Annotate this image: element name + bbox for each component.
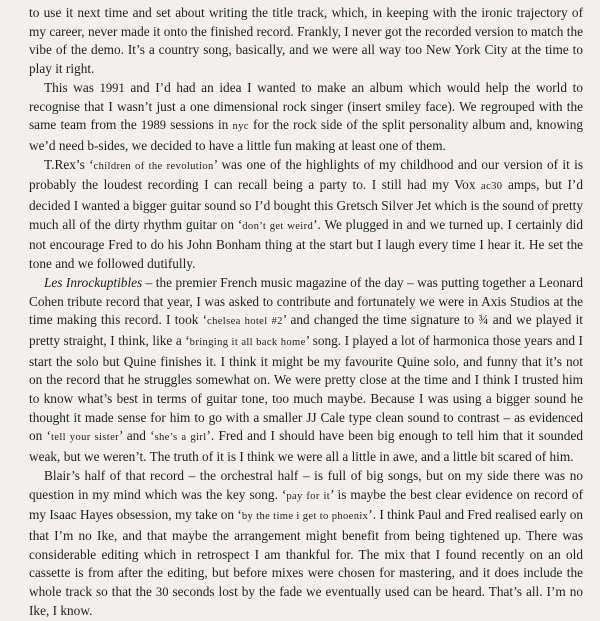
text-run: for the rock side of the split personality album and, knowing we’d need b-sides, we decided to have a little fun making at least one of them. xyxy=(29,117,583,153)
paragraph-2 xyxy=(29,79,583,156)
text-run: T.Rex’s ‘ xyxy=(44,156,94,172)
text-run: – the premier French music magazine of the day – was putting together a Leonard Cohen tribute record that year, I was asked to contribute and fortunately we were in Axis Studios at the time making this record. I took ‘ xyxy=(29,274,583,328)
text-run: ’ is maybe the best clear evidence on record of my Isaac Hayes obsession, my take on ‘ xyxy=(29,486,583,523)
small-caps-text: bringing it all back home xyxy=(189,336,306,348)
paragraph-1 xyxy=(29,4,583,79)
paragraph-3 xyxy=(29,156,583,274)
small-caps-text: children of the revolution xyxy=(93,160,214,172)
paragraph-4 xyxy=(29,274,583,467)
text-run: seconds lost by the fade we eventually used can be heard. That’s all. I’m no Ike, I know. xyxy=(29,584,583,618)
text-run: ’ song. I played a lot of harmonica those years and I start the solo but Quine finishes it. I think it might be my favourite Quine solo, and funny that it’s not on the record that he struggles somewhat on. We were pretty close at the time and I think I trusted him to know what’s best in terms of guitar tone, too much maybe. Because I was using a bigger sound he thought it made sense for him to go with a smaller JJ Cale type clean sound to contrast – as evidenced on ‘ xyxy=(29,332,583,444)
text-run: ’ and ‘ xyxy=(119,428,155,444)
oldstyle-number: 1991 xyxy=(99,80,125,95)
text-run: amps, but I’d decided I wanted a bigger guitar sound so I’d bought this Gretsch Silver Jet which is the sound of pretty much all of the dirty rhythm guitar on ‘ xyxy=(29,177,583,232)
text-run: sessions in xyxy=(166,117,233,133)
oldstyle-number: 1989 xyxy=(140,118,167,133)
paragraph-5 xyxy=(29,467,583,621)
small-caps-text: pay for it xyxy=(286,490,331,502)
small-caps-text: nyc xyxy=(232,121,249,133)
small-caps-text: by the time i get to phoenix xyxy=(241,511,369,523)
small-caps-text: she’s a girl xyxy=(154,432,207,444)
italic-title: Les Inrockuptibles xyxy=(44,274,143,290)
text-run: and I’d had an idea I wanted to make an album which would help the world to recognise that I wasn’t just a one dimensional rock singer (insert smiley face). We regrouped with the same team from the xyxy=(29,79,583,133)
small-caps-text: ac30 xyxy=(481,181,503,193)
text-run: ’. I think Paul and Fred realised early on that I’m no Ike, and that maybe the arrangement might benefit from being tightened up. There was considerable editing which in retrospect I am thankful for. The mix that I found recently on an old cassette is from after the editing, but before mixes were chosen for mastering, and it does include the whole track so that the xyxy=(29,507,583,600)
text-run: This was xyxy=(44,79,100,95)
text-run: ’. We plugged in and we turned up. I certainly did not encourage Fred to do his John Bonham thing at the start but I laugh every time I hear it. He set the tone and we followed dutifully. xyxy=(29,216,583,272)
small-caps-text: don’t get weird xyxy=(242,220,314,232)
text-run: ’ and changed the time signature to ¾ and we played it pretty straight, I think, like a ‘ xyxy=(29,312,583,348)
text-run: Blair’s half of that record – the orchestral half – is full of big songs, but on my side there was no question in my mind which was the key song. ‘ xyxy=(29,467,583,502)
text-run: ’. Fred and I should have been big enough to tell him that it sounded weak, but we weren’t. The truth of it is I think we were all a little in awe, and a little bit scared of him. xyxy=(29,428,583,465)
text-run: to use it next time and set about writing the title track, which, in keeping with the ironic trajectory of my career, never made it onto the finished record. Frankly, I never got the recorded version to match the vibe of the demo. It’s a country song, basically, and we were all way too New York City at the time to play it right. xyxy=(29,5,583,77)
oldstyle-number: 30 xyxy=(155,585,169,600)
small-caps-text: tell your sister xyxy=(50,432,120,444)
small-caps-text: chelsea hotel #2 xyxy=(207,316,283,328)
text-run: ’ was one of the highlights of my childhood and our version of it is probably the loudest recording I can recall being a party to. I still had my Vox xyxy=(29,156,583,193)
